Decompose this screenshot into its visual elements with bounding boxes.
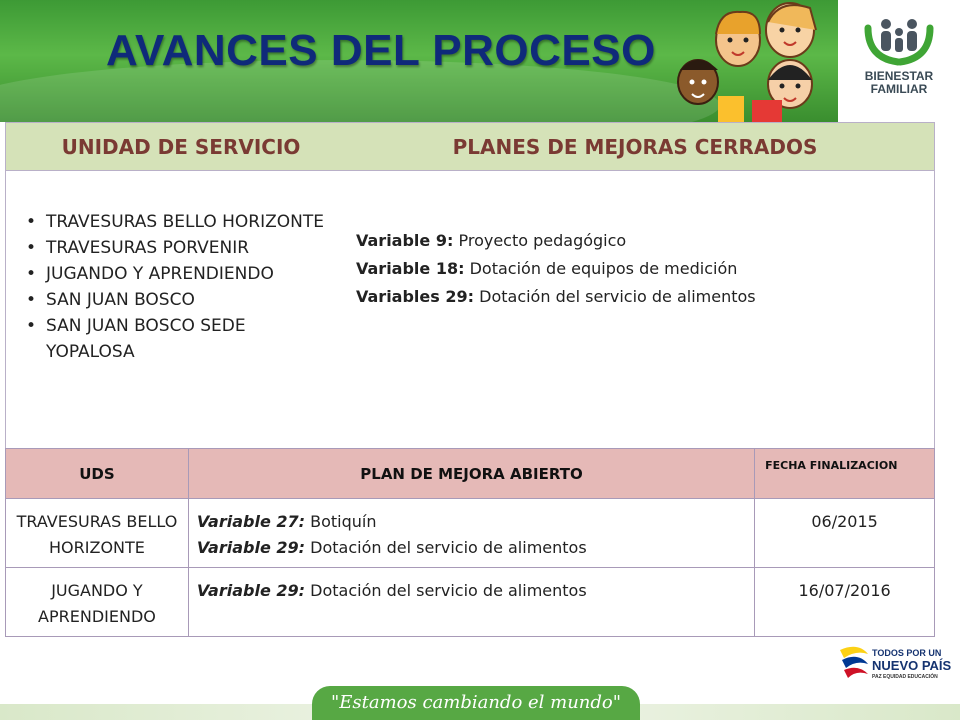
family-hands-icon <box>838 0 960 70</box>
gov-logo-line3: PAZ EQUIDAD EDUCACIÓN <box>872 674 938 680</box>
list-item: • TRAVESURAS PORVENIR <box>20 235 330 261</box>
closed-variable-line <box>356 255 756 283</box>
list-item: • SAN JUAN BOSCO <box>20 287 330 313</box>
variable-text: Dotación del servicio de alimentos <box>310 538 587 557</box>
uds-cell: JUGANDO Y APRENDIENDO <box>6 568 189 637</box>
closed-plans-table <box>5 122 935 450</box>
variable-text: Dotación de equipos de medición <box>469 259 738 278</box>
variable-label: Variables 29: <box>356 287 475 306</box>
service-unit-list <box>20 209 330 365</box>
closed-plans-body <box>6 171 934 449</box>
children-illustration <box>660 0 840 122</box>
open-plans-table <box>5 448 935 637</box>
header-banner <box>0 0 960 122</box>
table-row <box>6 568 935 637</box>
gov-logo-line2: NUEVO PAÍS <box>872 658 952 673</box>
list-item: • TRAVESURAS BELLO HORIZONTE <box>20 209 330 235</box>
variable-label: Variable 29: <box>196 581 306 600</box>
closed-variable-line <box>356 227 756 255</box>
plan-item <box>197 535 746 561</box>
plan-cell <box>188 568 754 637</box>
colombia-flag-swoosh-icon <box>836 640 872 694</box>
gov-logo-text <box>872 648 951 681</box>
open-plans-header-row <box>6 449 935 499</box>
plan-item <box>197 509 746 535</box>
closed-plans-header-row <box>6 123 934 171</box>
variable-text: Dotación del servicio de alimentos <box>310 581 587 600</box>
variable-text: Proyecto pedagógico <box>458 231 627 250</box>
header-uds: UDS <box>6 449 189 499</box>
fecha-cell: 16/07/2016 <box>755 568 935 637</box>
uds-cell: TRAVESURAS BELLO HORIZONTE <box>6 499 189 568</box>
plan-cell <box>188 499 754 568</box>
logo-line1: BIENESTAR <box>864 69 934 83</box>
header-unidad-servicio: UNIDAD DE SERVICIO <box>61 134 301 159</box>
bienestar-familiar-logo <box>838 0 960 122</box>
fecha-cell: 06/2015 <box>755 499 935 568</box>
variable-label: Variable 29: <box>196 538 306 557</box>
closed-variable-line <box>356 283 756 311</box>
variable-label: Variable 27: <box>196 512 306 531</box>
page-title: AVANCES DEL PROCESO <box>106 26 656 75</box>
todos-por-un-nuevo-pais-logo <box>836 640 956 694</box>
logo-label <box>838 70 960 96</box>
header-plan-abierto: PLAN DE MEJORA ABIERTO <box>188 449 754 499</box>
logo-line2: FAMILIAR <box>870 82 928 96</box>
variable-label: Variable 18: <box>356 259 465 278</box>
variable-text: Dotación del servicio de alimentos <box>479 287 756 306</box>
table-row <box>6 499 935 568</box>
list-item: • SAN JUAN BOSCO SEDE YOPALOSA <box>20 313 330 365</box>
header-planes-cerrados: PLANES DE MEJORAS CERRADOS <box>452 134 818 159</box>
plan-item <box>197 578 746 604</box>
slogan-banner: "Estamos cambiando el mundo" <box>312 686 640 720</box>
header-fecha-finalizacion: FECHA FINALIZACION <box>755 449 935 499</box>
gov-logo-line1: TODOS POR UN <box>872 648 942 658</box>
closed-plan-variables <box>356 227 756 311</box>
variable-text: Botiquín <box>310 512 377 531</box>
list-item: • JUGANDO Y APRENDIENDO <box>20 261 330 287</box>
variable-label: Variable 9: <box>356 231 454 250</box>
